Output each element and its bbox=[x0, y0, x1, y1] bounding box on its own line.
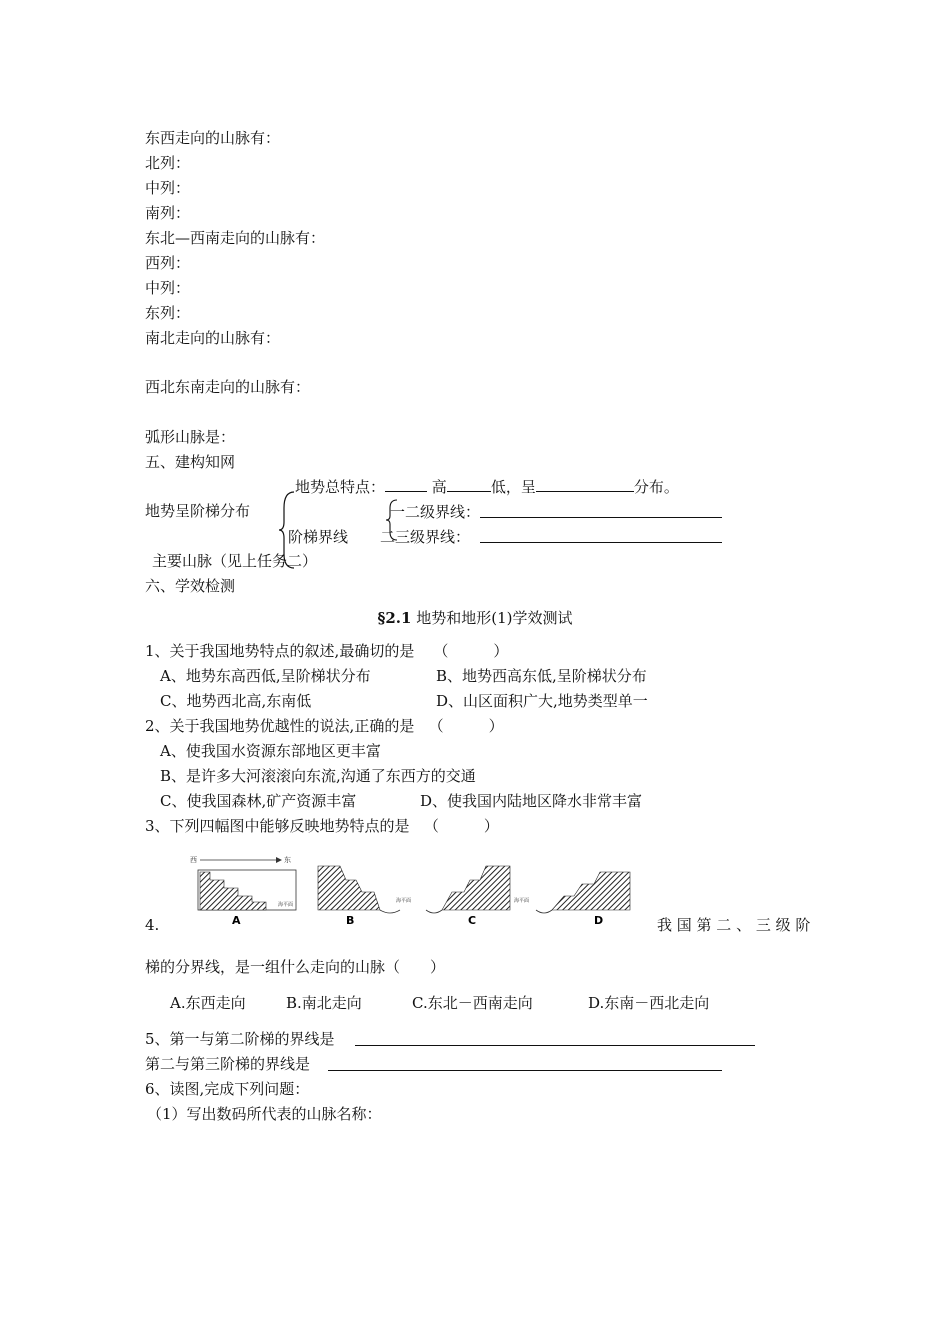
panel-d bbox=[514, 872, 630, 927]
section-heading: 五、建构知网 bbox=[145, 453, 236, 471]
text-line: 东北—西南走向的山脉有： bbox=[145, 229, 326, 247]
text-line: 中列： bbox=[145, 279, 191, 297]
blank-line bbox=[447, 477, 491, 492]
question-4-stem-b: 梯的分界线，是一组什么走向的山脉（ ） bbox=[145, 958, 446, 976]
question-stem: 2、关于我国地势优越性的说法,正确的是 bbox=[145, 717, 415, 735]
answer-paren: （ ） bbox=[428, 717, 504, 735]
boundary-2-label: 二三级界线： bbox=[380, 528, 471, 546]
question-6-sub-1: （1）写出数码所代表的山脉名称： bbox=[147, 1105, 382, 1123]
direction-arrow bbox=[190, 855, 291, 864]
text-line: 北列： bbox=[145, 154, 191, 172]
option-d: D、使我国内陆地区降水非常丰富 bbox=[420, 792, 643, 810]
option-a: A.东西走向 bbox=[170, 994, 246, 1012]
question-3 bbox=[145, 816, 499, 836]
option-b: B、是许多大河滚滚向东流,沟通了东西方的交通 bbox=[160, 767, 476, 785]
boundary-label: 阶梯界线 bbox=[288, 528, 349, 546]
blank-line bbox=[355, 1045, 755, 1046]
mountains-label: 主要山脉（见上任务二） bbox=[152, 552, 318, 570]
text-line: 西北东南走向的山脉有： bbox=[145, 378, 311, 396]
question-4-stem-a: 我 国 第 二 、 三 级 阶 bbox=[657, 916, 811, 934]
trait-low: 低，呈 bbox=[490, 478, 536, 496]
question-6: 6、读图,完成下列问题： bbox=[145, 1080, 310, 1098]
sea-label: 海平面 bbox=[514, 898, 530, 904]
option-a: A、地势东高西低,呈阶梯状分布 bbox=[160, 667, 371, 685]
title-text: 地势和地形(1)学效测试 bbox=[416, 609, 573, 627]
blank-line bbox=[480, 542, 722, 543]
boundary-1-label: 一二级界线： bbox=[390, 503, 481, 521]
text-line: 西列： bbox=[145, 254, 191, 272]
question-stem: 3、下列四幅图中能够反映地势特点的是 bbox=[145, 817, 410, 835]
trait-suffix: 分布。 bbox=[633, 478, 679, 496]
question-5-line-2: 第二与第三阶梯的界线是 bbox=[145, 1055, 311, 1073]
trait-line bbox=[295, 477, 679, 497]
panel-c bbox=[426, 866, 510, 927]
panel-b bbox=[318, 866, 411, 927]
option-c: C、地势西北高,东南低 bbox=[160, 692, 312, 710]
blank-line bbox=[328, 1070, 722, 1071]
concept-root-label: 地势呈阶梯分布 bbox=[145, 502, 251, 520]
option-a: A、使我国水资源东部地区更丰富 bbox=[160, 742, 381, 760]
panel-label: C bbox=[468, 914, 477, 927]
blank-line bbox=[385, 477, 427, 492]
option-c: C、使我国森林,矿产资源丰富 bbox=[160, 792, 357, 810]
sea-label: 海平面 bbox=[396, 898, 412, 904]
blank-line bbox=[480, 517, 722, 518]
question-stem: 1、关于我国地势特点的叙述,最确切的是 bbox=[145, 642, 415, 660]
title-mark: §2.1 bbox=[377, 609, 412, 627]
text-line: 中列： bbox=[145, 179, 191, 197]
question-5-line-1: 5、第一与第二阶梯的界线是 bbox=[145, 1030, 335, 1048]
panel-label: D bbox=[594, 914, 604, 927]
option-b: B.南北走向 bbox=[286, 994, 362, 1012]
text-line: 东西走向的山脉有： bbox=[145, 129, 281, 147]
answer-paren: （ ） bbox=[423, 817, 499, 835]
option-b: B、地势西高东低,呈阶梯状分布 bbox=[436, 667, 647, 685]
text-line: 弧形山脉是： bbox=[145, 428, 236, 446]
quiz-title bbox=[0, 608, 950, 628]
east-label: 东 bbox=[284, 856, 291, 864]
text-line: 东列： bbox=[145, 304, 191, 322]
blank-line bbox=[536, 477, 634, 492]
panel-label: B bbox=[346, 914, 355, 927]
option-d: D.东南－西北走向 bbox=[588, 994, 710, 1012]
text-line: 南北走向的山脉有： bbox=[145, 329, 281, 347]
question-4-number: 4. bbox=[145, 916, 160, 934]
panel-label: A bbox=[232, 914, 241, 927]
terrain-diagram bbox=[190, 852, 640, 930]
west-label: 西 bbox=[190, 856, 197, 864]
trait-prefix: 地势总特点： bbox=[295, 478, 386, 496]
trait-high: 高 bbox=[431, 478, 447, 496]
question-1 bbox=[145, 641, 508, 661]
question-2 bbox=[145, 716, 504, 736]
panel-a bbox=[198, 870, 296, 927]
text-line: 南列： bbox=[145, 204, 191, 222]
answer-paren: （ ） bbox=[433, 642, 509, 660]
option-d: D、山区面积广大,地势类型单一 bbox=[436, 692, 648, 710]
option-c: C.东北－西南走向 bbox=[412, 994, 533, 1012]
sea-label: 海平面 bbox=[278, 902, 294, 908]
section-heading: 六、学效检测 bbox=[145, 577, 236, 595]
